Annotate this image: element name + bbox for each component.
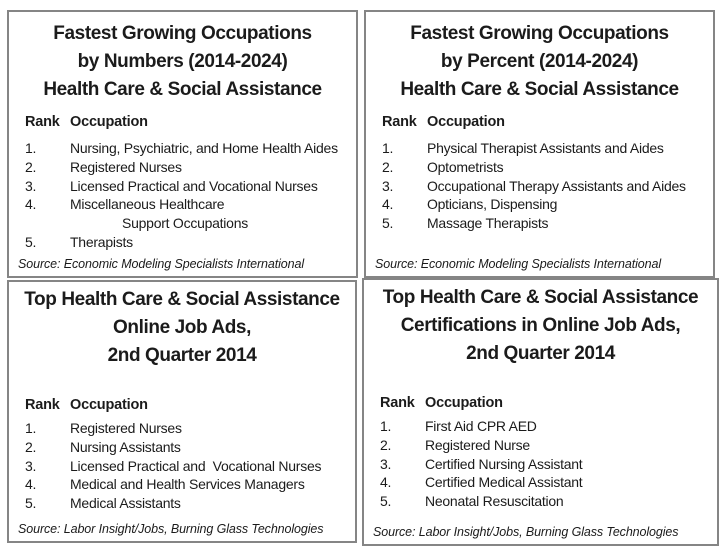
rank-column-header: Rank	[380, 395, 415, 411]
title-line: Certifications in Online Job Ads,	[400, 315, 681, 336]
list-item	[25, 139, 356, 158]
occupation-name: Certified Medical Assistant	[425, 474, 583, 491]
list-item	[25, 419, 355, 438]
rank-spacer	[25, 214, 70, 233]
rank-number: 1.	[382, 140, 394, 156]
rank-column-header: Rank	[25, 397, 60, 413]
rank-number: 4.	[25, 196, 37, 213]
rank-number: 5.	[380, 493, 392, 510]
occupation-name: Registered Nurses	[70, 420, 182, 436]
ranked-list	[25, 419, 355, 513]
panel-title	[364, 280, 717, 368]
title-line: 2nd Quarter 2014	[107, 345, 257, 366]
rank-column-header: Rank	[382, 114, 417, 130]
rank-number: 2.	[380, 436, 392, 453]
source-note: Source: Economic Modeling Specialists International	[375, 257, 662, 271]
occupation-name: Physical Therapist Assistants and Aides	[427, 140, 664, 156]
list-item	[380, 436, 717, 455]
list-item	[25, 438, 355, 457]
list-item	[380, 455, 717, 474]
rank-number: 3.	[25, 457, 37, 474]
title-line: Online Job Ads,	[113, 317, 251, 338]
rank-number: 4.	[380, 474, 392, 491]
title-line: Fastest Growing Occupations	[53, 23, 312, 44]
list-item	[380, 417, 717, 436]
list-header	[25, 397, 355, 413]
list-item	[25, 177, 356, 196]
list-item	[25, 195, 356, 214]
panel-fastest-growing-by-percent	[364, 10, 715, 278]
list-item	[382, 177, 713, 196]
list-header	[25, 114, 356, 130]
rank-number: 4.	[25, 476, 37, 493]
occupation-name-wrap: Support Occupations	[122, 215, 248, 232]
title-line: by Numbers (2014-2024)	[77, 51, 288, 72]
panel-top-certifications	[362, 278, 719, 546]
title-line: Top Health Care & Social Assistance	[24, 289, 340, 310]
source-note: Source: Labor Insight/Jobs, Burning Glass Technologies	[18, 522, 324, 536]
occupation-name: Medical Assistants	[70, 495, 181, 512]
list-item	[25, 457, 355, 476]
title-line: Top Health Care & Social Assistance	[382, 287, 699, 308]
occupation-name: Neonatal Resuscitation	[425, 493, 564, 510]
list-item	[380, 492, 717, 511]
occupation-name: Occupational Therapy Assistants and Aides	[427, 177, 686, 194]
rank-number: 1.	[25, 420, 37, 436]
list-item	[382, 158, 713, 177]
list-item	[25, 233, 356, 252]
occupation-name: Certified Nursing Assistant	[425, 455, 583, 472]
list-item	[380, 473, 717, 492]
rank-number: 4.	[382, 196, 394, 213]
list-item	[382, 214, 713, 233]
list-item	[382, 195, 713, 214]
list-item	[25, 475, 355, 494]
rank-number: 1.	[25, 140, 37, 156]
panel-top-online-job-ads	[7, 280, 357, 543]
occupation-column-header: Occupation	[70, 397, 148, 413]
occupation-name: Massage Therapists	[427, 215, 549, 232]
occupation-name: Registered Nurses	[70, 158, 182, 175]
ranked-list	[25, 139, 356, 252]
rank-number: 1.	[380, 418, 392, 434]
occupation-name: Therapists	[70, 233, 133, 250]
occupation-name: Registered Nurse	[425, 436, 530, 453]
occupation-name: Nursing, Psychiatric, and Home Health Aides	[70, 140, 338, 156]
ranked-list	[382, 139, 713, 233]
list-item	[382, 139, 713, 158]
occupation-name: Opticians, Dispensing	[427, 196, 558, 213]
occupation-name: Licensed Practical and Vocational Nurses	[70, 177, 318, 194]
list-item	[25, 494, 355, 513]
title-line: by Percent (2014-2024)	[440, 51, 639, 72]
list-item-continuation	[25, 214, 356, 233]
occupation-column-header: Occupation	[70, 114, 148, 130]
panel-title	[9, 282, 355, 370]
occupation-name: Nursing Assistants	[70, 438, 181, 455]
occupation-name: Miscellaneous Healthcare	[70, 196, 225, 213]
occupation-column-header: Occupation	[427, 114, 505, 130]
rank-number: 5.	[382, 215, 394, 232]
occupation-name: Licensed Practical and Vocational Nurses	[70, 457, 322, 474]
rank-number: 3.	[380, 455, 392, 472]
occupation-name: First Aid CPR AED	[425, 418, 537, 434]
title-line: Health Care & Social Assistance	[400, 79, 679, 100]
occupation-name: Optometrists	[427, 158, 504, 175]
rank-number: 5.	[25, 233, 37, 250]
rank-number: 3.	[382, 177, 394, 194]
rank-column-header: Rank	[25, 114, 60, 130]
source-note: Source: Labor Insight/Jobs, Burning Glass Technologies	[373, 525, 679, 539]
rank-number: 2.	[25, 438, 37, 455]
rank-number: 2.	[382, 158, 394, 175]
panel-title	[9, 12, 356, 104]
rank-number: 2.	[25, 158, 37, 175]
rank-number: 3.	[25, 177, 37, 194]
panel-title	[366, 12, 713, 104]
title-line: 2nd Quarter 2014	[466, 343, 615, 364]
list-header	[382, 114, 713, 130]
source-note: Source: Economic Modeling Specialists International	[18, 257, 305, 271]
ranked-list	[380, 417, 717, 511]
list-header	[380, 395, 717, 411]
panel-fastest-growing-by-numbers	[7, 10, 358, 278]
title-line: Fastest Growing Occupations	[410, 23, 669, 44]
list-item	[25, 158, 356, 177]
title-line: Health Care & Social Assistance	[43, 79, 322, 100]
occupation-column-header: Occupation	[425, 395, 503, 411]
rank-number: 5.	[25, 495, 37, 512]
occupation-name: Medical and Health Services Managers	[70, 476, 305, 493]
